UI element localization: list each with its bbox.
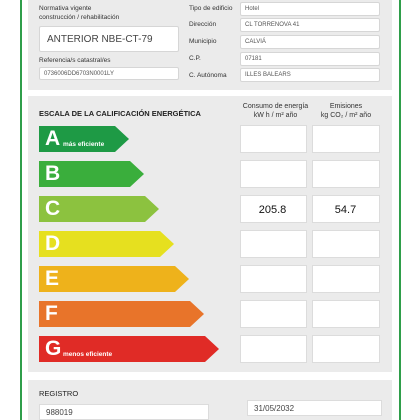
consumo-header-line2: kW h / m² año [253,112,298,119]
comunidad-autonoma-label: C. Autónoma [189,72,227,79]
rating-bar-body [39,301,190,327]
consumo-cell [240,265,307,293]
rating-bar-arrow-tip [205,336,219,362]
comunidad-autonoma-field: ILLES BALEARS [240,68,380,82]
emisiones-header-line2: kg CO₂ / m² año [320,112,372,119]
rating-letter: C [45,197,61,220]
emisiones-cell [312,160,380,188]
rating-letter: G [45,337,62,360]
tipo-edificio-label: Tipo de edificio [189,5,233,12]
referencia-field: 0736006DD6703N0001LY [39,67,179,80]
normativa-sublabel: construcción / rehabilitación [39,14,120,21]
registro-number-field: 988019 [39,404,209,420]
rating-bar-arrow-tip [190,301,204,327]
cp-label: C.P. [189,55,201,62]
rating-bar-body [39,336,205,362]
rating-bar-arrow-tip [175,266,189,292]
emisiones-value: 54.7 [334,204,357,216]
rating-sublabel: menos eficiente [63,351,113,358]
consumo-cell [240,335,307,363]
consumo-cell [240,300,307,328]
rating-letter: A [45,127,61,150]
consumo-header [238,102,313,120]
registro-title: REGISTRO [39,389,79,398]
tipo-edificio-field: Hotel [240,2,380,16]
rating-bar-arrow-tip [130,161,144,187]
rating-letter: F [45,302,58,325]
consumo-header-line1: Consumo de energía [242,103,309,110]
referencia-label: Referencia/s catastral/es [39,57,111,64]
registro-date-field: 31/05/2032 [247,400,382,416]
building-info-section [28,0,392,90]
emisiones-cell [312,335,380,363]
energy-scale-section [28,96,392,372]
rating-letter: D [45,232,61,255]
rating-sublabel: más eficiente [63,141,105,148]
rating-letter: E [45,267,60,290]
emisiones-header-line1: Emisiones [329,103,363,110]
direccion-field: CL TORRENOVA 41 [240,18,380,32]
emisiones-header [311,102,381,120]
emisiones-cell [312,300,380,328]
emisiones-cell [312,125,380,153]
rating-letter: B [45,162,61,185]
rating-bar-arrow-tip [115,126,129,152]
emisiones-cell [312,265,380,293]
cp-field: 07181 [240,52,380,66]
registro-section [28,380,392,420]
rating-bar-arrow-tip [160,231,174,257]
scale-title: ESCALA DE LA CALIFICACIÓN ENERGÉTICA [39,109,201,118]
rating-bar-body [39,266,175,292]
normativa-label: Normativa vigente [39,5,92,12]
consumo-cell [240,125,307,153]
emisiones-cell [312,230,380,258]
direccion-label: Dirección [189,21,217,28]
consumo-cell [240,160,307,188]
rating-bar-arrow-tip [145,196,159,222]
consumo-cell [240,230,307,258]
consumo-value: 205.8 [258,204,287,216]
municipio-field: CALVIÁ [240,35,380,49]
municipio-label: Municipio [189,38,217,45]
normativa-field: ANTERIOR NBE-CT-79 [39,26,179,52]
